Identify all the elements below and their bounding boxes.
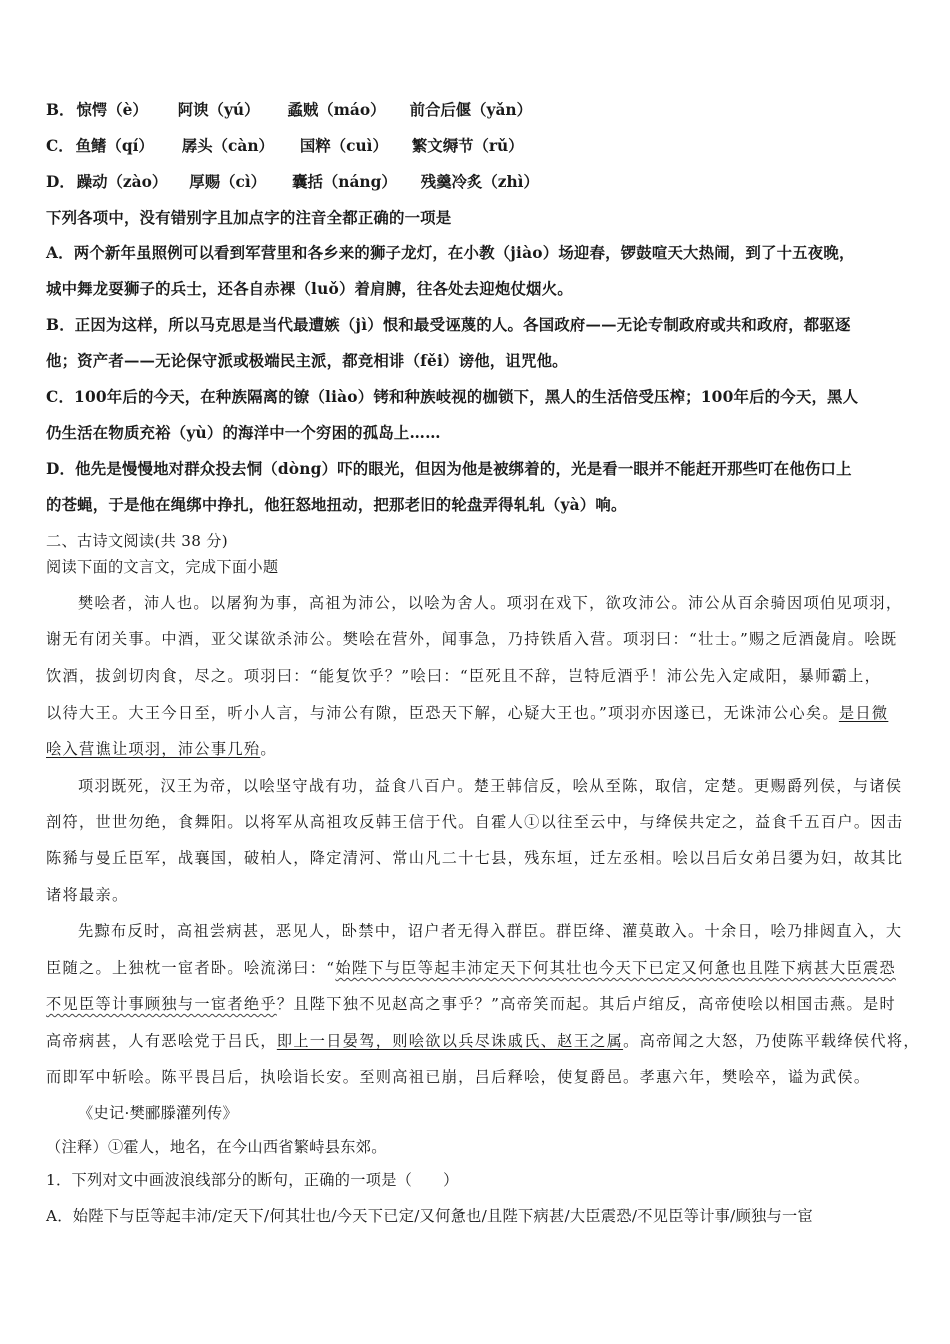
underlined-sentence: 即上一日晏驾，则哙欲以兵尽诛戚氏、赵王之属 — [276, 1032, 624, 1050]
underlined-sentence: 哙入营谯让项羽，沛公事几殆 — [46, 740, 261, 758]
option-b-line-2: 他；资产者——无论保守派或极端民主派，都竞相诽（fěi）谤他，诅咒他。 — [46, 352, 568, 370]
passage-line: 以待大王。大王今日至，听小人言，与沛公有隙，臣恐天下解，心疑大王也。”项羽亦因遂已，无诛沛公心矣。是日微 — [46, 704, 889, 722]
passage-line: 陈豨与曼丘臣军，战襄国，破柏人，降定清河、常山凡二十七县，残东垣，迁左丞相。哙以吕后女弟吕嬃为妇，故其比 — [46, 849, 904, 867]
reading-instruction: 阅读下面的文言文，完成下面小题 — [46, 558, 279, 576]
passage-line: 高帝病甚，人有恶哙党于吕氏，即上一日晏驾，则哙欲以兵尽诛戚氏、赵王之属。高帝闻之大怒，乃使陈平载绛侯代将， — [46, 1032, 920, 1050]
passage-note: （注释）①霍人，地名，在今山西省繁峙县东郊。 — [46, 1138, 387, 1156]
option-d-top: D． 躁动（zào） 厚赐（cì） 囊括（náng） 残羹冷炙（zhì） — [46, 173, 539, 191]
option-c-line-1: C．100年后的今天，在种族隔离的镣（liào）铐和种族岐视的枷锁下，黑人的生活倍受压榨；100年后的今天，黑人 — [46, 388, 859, 406]
question-stem: 下列各项中，没有错别字且加点字的注音全都正确的一项是 — [46, 209, 452, 227]
option-a-line-2: 城中舞龙耍狮子的兵士，还各自赤裸（luǒ）着肩膊，往各处去迎炮仗烟火。 — [46, 280, 573, 298]
passage-line: 剖符，世世勿绝，食舞阳。以将军从高祖攻反韩王信于代。自霍人①以往至云中，与绛侯共定之，益食千五百户。因击 — [46, 813, 904, 831]
passage-line: 先黥布反时，高祖尝病甚，恶见人，卧禁中，诏户者无得入群臣。群臣绛、灌莫敢入。十余日，哙乃排闼直入，大 — [78, 922, 903, 940]
wavy-underlined-text: 不见臣等计事顾独与一宦者绝乎 — [46, 995, 277, 1013]
passage-line: 项羽既死，汉王为帝，以哙坚守战有功，益食八百户。楚王韩信反，哙从至陈，取信，定楚。更赐爵列侯，与诸侯 — [78, 777, 903, 795]
passage-line: 不见臣等计事顾独与一宦者绝乎？且陛下独不见赵高之事乎？”高帝笑而起。其后卢绾反，高帝使哙以相国击燕。是时 — [46, 995, 896, 1013]
option-d-line-1: D．他先是慢慢地对群众投去恫（dòng）吓的眼光，但因为他是被绑着的，光是看一眼并不能赶开那些叮在他伤口上 — [46, 460, 852, 478]
option-d-line-2: 的苍蝇，于是他在绳绑中挣扎，他狂怒地扭动，把那老旧的轮盘弄得轧轧（yà）响。 — [46, 496, 627, 514]
option-c-line-2: 仍生活在物质充裕（yù）的海洋中一个穷困的孤岛上…… — [46, 424, 441, 442]
passage-line: 谢无有闭关事。中酒，亚父谋欲杀沛公。樊哙在营外，闻事急，乃持铁盾入营。项羽曰：“壮士。”赐之卮酒彘肩。哙既 — [46, 630, 898, 648]
question-1-stem: 1．下列对文中画波浪线部分的断句，正确的一项是（ ） — [46, 1171, 459, 1189]
passage-line: 臣随之。上独枕一宦者卧。哙流涕曰：“始陛下与臣等起丰沛定天下何其壮也今天下已定又何惫也且陛下病甚大臣震恐 — [46, 959, 896, 977]
option-a-line-1: A．两个新年虽照例可以看到军营里和各乡来的狮子龙灯，在小教（jiào）场迎春，锣鼓喧天大热闹，到了十五夜晚， — [46, 244, 855, 262]
passage-line: 诸将最亲。 — [46, 886, 129, 904]
passage-line: 而即军中斩哙。陈平畏吕后，执哙诣长安。至则高祖已崩，吕后释哙，使复爵邑。孝惠六年，樊哙卒，谥为武侯。 — [46, 1068, 871, 1086]
underlined-sentence: 是日微 — [838, 704, 889, 722]
wavy-underlined-text: 始陛下与臣等起丰沛定天下何其壮也今天下已定又何惫也且陛下病甚大臣震恐 — [335, 959, 896, 977]
option-b-line-1: B．正因为这样，所以马克思是当代最遭嫉（jì）恨和最受诬蔑的人。各国政府——无论专制政府或共和政府，都驱逐 — [46, 316, 851, 334]
passage-line: 樊哙者，沛人也。以屠狗为事，高祖为沛公，以哙为舍人。项羽在戏下，欲攻沛公。沛公从百余骑因项伯见项羽， — [78, 594, 903, 612]
section-title: 二、古诗文阅读(共 38 分) — [46, 532, 229, 550]
option-c-top: C． 鱼鳍（qí） 孱头（càn） 国粹（cuì） 繁文缛节（rǔ） — [46, 137, 524, 155]
passage-source: 《史记·樊郦滕灌列传》 — [78, 1104, 239, 1122]
passage-line: 哙入营谯让项羽，沛公事几殆。 — [46, 740, 277, 758]
question-1-option-a: A．始陛下与臣等起丰沛/定天下/何其壮也/今天下已定/又何惫也/且陛下病甚/大臣震恐/不见臣等计事/顾独与一宦 — [46, 1207, 814, 1225]
passage-line: 饮酒，拔剑切肉食，尽之。项羽曰：“能复饮乎？”哙曰：“臣死且不辞，岂特卮酒乎！沛公先入定咸阳，暴师霸上， — [46, 667, 882, 685]
option-b-top: B． 惊愕（è） 阿谀（yú） 蟊贼（máo） 前合后偃（yǎn） — [46, 101, 533, 119]
